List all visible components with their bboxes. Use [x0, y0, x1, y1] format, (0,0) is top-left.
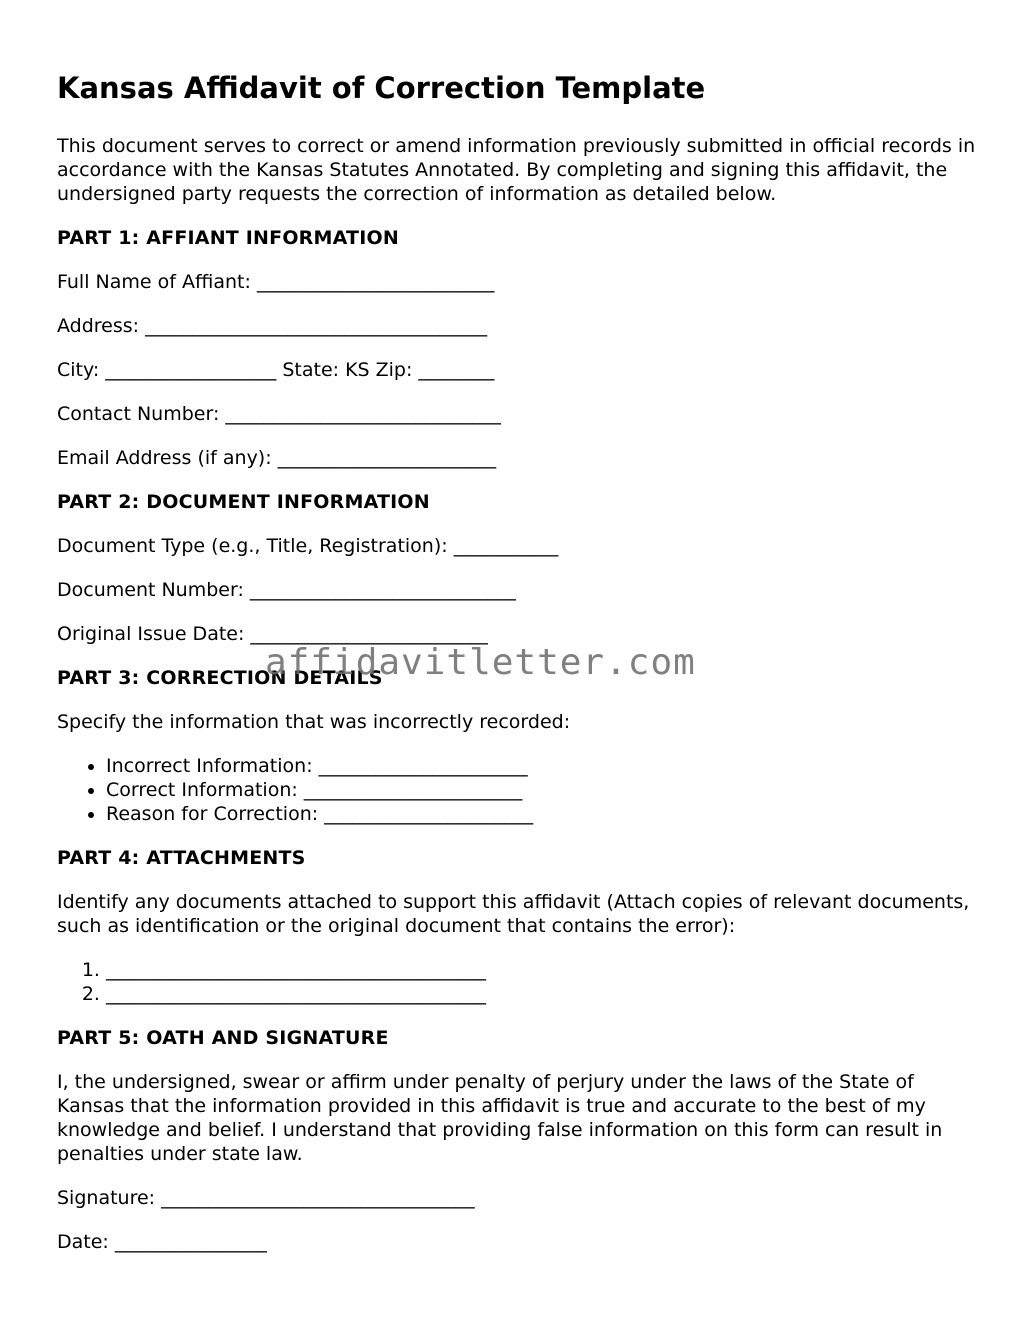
city-state-zip-field[interactable]: City: __________________ State: KS Zip: ________ — [57, 359, 495, 381]
correction-list — [57, 754, 977, 826]
full-name-field[interactable]: Full Name of Affiant: _________________________ — [57, 271, 495, 293]
date-field[interactable]: Date: ________________ — [57, 1231, 267, 1253]
address-field[interactable]: Address: ____________________________________ — [57, 315, 488, 337]
part3-heading: PART 3: CORRECTION DETAILS — [57, 667, 383, 689]
attachment-2-field[interactable]: 2. ________________________________________ — [106, 982, 977, 1006]
reason-for-correction-field[interactable]: • Reason for Correction: ______________________ — [106, 802, 977, 826]
oath-paragraph: I, the undersigned, swear or affirm under penalty of perjury under the laws of the State of Kansas that the information provided in this affidavit is true and accurate to the best of my knowledge and belief. I understand that providing false information on this form can result in penalties under state law. — [57, 1071, 943, 1165]
watermark-text: affidavitletter.com — [265, 642, 696, 683]
document-type-field[interactable]: Document Type (e.g., Title, Registration): ___________ — [57, 535, 559, 557]
signature-field[interactable]: Signature: _________________________________ — [57, 1187, 475, 1209]
part4-heading: PART 4: ATTACHMENTS — [57, 847, 306, 869]
correct-information-field[interactable]: • Correct Information: _______________________ — [106, 778, 977, 802]
part3-instruction: Specify the information that was incorrectly recorded: — [57, 711, 571, 733]
part5-heading: PART 5: OATH AND SIGNATURE — [57, 1027, 389, 1049]
email-field[interactable]: Email Address (if any): _______________________ — [57, 447, 497, 469]
incorrect-information-field[interactable]: • Incorrect Information: ______________________ — [106, 754, 977, 778]
part2-heading: PART 2: DOCUMENT INFORMATION — [57, 491, 430, 513]
document-page — [57, 68, 977, 1274]
intro-paragraph: This document serves to correct or amend information previously submitted in official records in accordance with the Kansas Statutes Annotated. By completing and signing this affidavit, the undersigned party requests the correction of information as detailed below. — [57, 135, 976, 205]
attachment-1-field[interactable]: 1. ________________________________________ — [106, 958, 977, 982]
part4-instruction: Identify any documents attached to support this affidavit (Attach copies of relevant documents, such as identification or the original document that contains the error): — [57, 891, 970, 937]
attachments-list — [57, 958, 977, 1006]
contact-number-field[interactable]: Contact Number: _____________________________ — [57, 403, 501, 425]
part1-heading: PART 1: AFFIANT INFORMATION — [57, 227, 399, 249]
document-number-field[interactable]: Document Number: ____________________________ — [57, 579, 516, 601]
document-title: Kansas Affidavit of Correction Template — [57, 71, 706, 105]
original-issue-date-field[interactable]: Original Issue Date: _________________________ — [57, 623, 488, 645]
